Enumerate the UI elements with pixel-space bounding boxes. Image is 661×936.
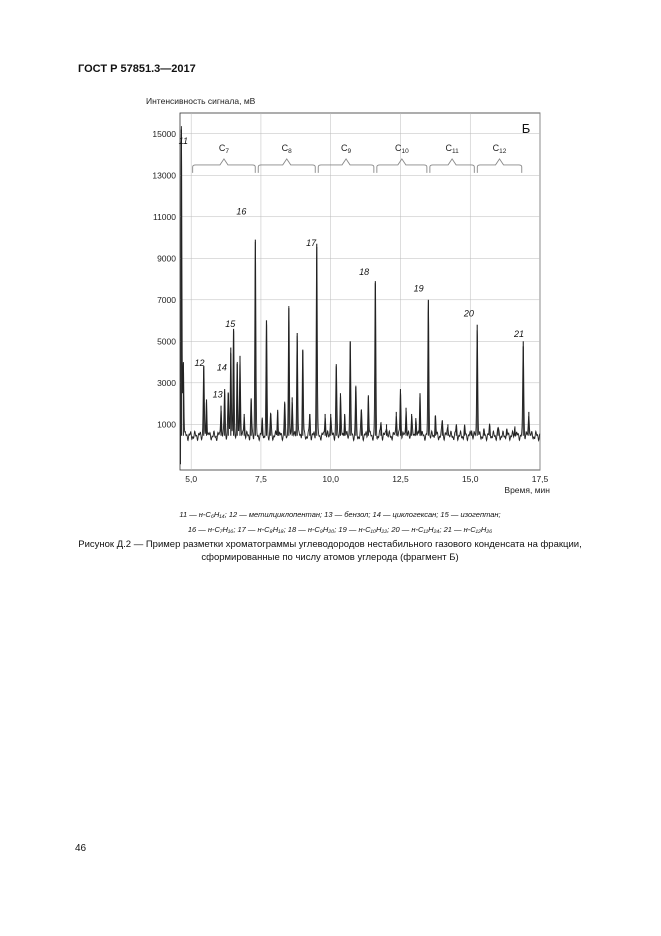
peak-number-label: 14	[216, 362, 227, 373]
fraction-label: $C_7$	[218, 142, 230, 155]
legend-item-12-compound: метилциклопентан	[248, 510, 321, 519]
y-tick-label: 11000	[152, 211, 176, 222]
y-tick-label: 3000	[157, 377, 176, 388]
fraction-label: $C_9$	[340, 142, 352, 155]
legend-item-19-num: ; 19 —	[334, 525, 359, 534]
fraction-bracket	[258, 159, 315, 173]
legend-item-18-compound: н-C₉H₂₀	[307, 525, 335, 534]
y-tick-label: 13000	[152, 170, 176, 181]
fraction-label: $C_{11}$	[445, 142, 459, 155]
fraction-label: $C_{10}$	[394, 142, 409, 155]
legend-item-13-num: ; 13 —	[320, 510, 345, 519]
peak-number-label: 12	[194, 358, 205, 369]
legend-item-21-num: ; 21 —	[439, 525, 464, 534]
page-number: 46	[75, 843, 87, 854]
legend-item-14-num: ; 14 —	[368, 510, 393, 519]
y-tick-label: 1000	[157, 419, 176, 430]
x-tick-label: 15,0	[461, 474, 479, 484]
y-axis-label: Интенсивность сигнала, мВ	[146, 96, 256, 106]
peak-number-label: 18	[359, 266, 370, 277]
standard-number: ГОСТ Р 57851.3—2017	[78, 63, 196, 75]
peak-number-label: 17	[306, 237, 317, 248]
chromatogram-chart	[138, 95, 558, 505]
legend-item-14-compound: циклогексан	[392, 510, 437, 519]
x-tick-label: 10,0	[322, 474, 339, 484]
legend-line-1	[100, 507, 580, 522]
peak-number-label: 11	[178, 136, 189, 147]
fraction-label: $C_{12}$	[492, 142, 507, 155]
fraction-bracket	[430, 159, 474, 173]
legend-item-15-compound: изогептан;	[460, 510, 501, 519]
y-tick-label: 15000	[152, 128, 176, 139]
caption-line-1: Рисунок Д.2 — Пример разметки хроматограммы углеводородов нестабильного газового конденсата на фракции,	[78, 539, 582, 550]
x-axis-label: Время, мин	[504, 485, 550, 495]
fraction-bracket	[477, 159, 521, 173]
peak-number-label: 16	[236, 206, 247, 217]
y-tick-label: 7000	[157, 294, 176, 305]
legend-item-11-compound: н-C₆H₁₄	[198, 510, 225, 519]
legend-item-16-num: 16 —	[187, 525, 208, 534]
plot-area	[152, 113, 548, 484]
panel-label: Б	[521, 121, 531, 136]
fraction-label: $C_8$	[281, 142, 292, 155]
legend-item-20-compound: н-C₁₁H₂₄	[411, 525, 440, 534]
x-tick-label: 12,5	[392, 474, 409, 484]
legend-item-19-compound: н-C₁₀H₂₂	[358, 525, 388, 534]
fraction-bracket	[318, 159, 374, 173]
legend-item-21-compound: н-C₁₂H₂₆	[463, 525, 493, 534]
legend-item-17-num: ; 17 —	[233, 525, 258, 534]
legend-item-13-compound: бензол	[344, 510, 369, 519]
peak-legend	[100, 507, 580, 537]
figure-caption	[70, 538, 590, 564]
peak-number-label: 13	[212, 389, 223, 400]
x-tick-label: 7,5	[255, 474, 267, 484]
legend-item-18-num: ; 18 —	[283, 525, 308, 534]
y-tick-label: 9000	[157, 253, 176, 264]
peak-number-label: 21	[514, 329, 525, 340]
legend-line-2	[100, 522, 580, 537]
caption-line-2: сформированные по числу атомов углерода (фрагмент Б)	[201, 552, 459, 563]
y-tick-label: 5000	[157, 336, 176, 347]
legend-item-12-num: ; 12 —	[224, 510, 249, 519]
fraction-bracket	[193, 159, 256, 173]
x-tick-label: 17,5	[531, 474, 549, 484]
peak-number-label: 15	[225, 318, 236, 329]
legend-item-11-num: 11 —	[179, 510, 199, 519]
legend-item-16-compound: н-C₇H₁₆	[207, 525, 234, 534]
peak-number-label: 20	[463, 308, 474, 319]
legend-item-20-num: ; 20 —	[387, 525, 412, 534]
fraction-bracket	[377, 159, 427, 173]
legend-item-17-compound: н-C₈H₁₈	[257, 525, 284, 534]
x-tick-label: 5,0	[185, 474, 198, 484]
legend-item-15-num: ; 15 —	[436, 510, 461, 519]
peak-number-label: 19	[413, 283, 424, 294]
